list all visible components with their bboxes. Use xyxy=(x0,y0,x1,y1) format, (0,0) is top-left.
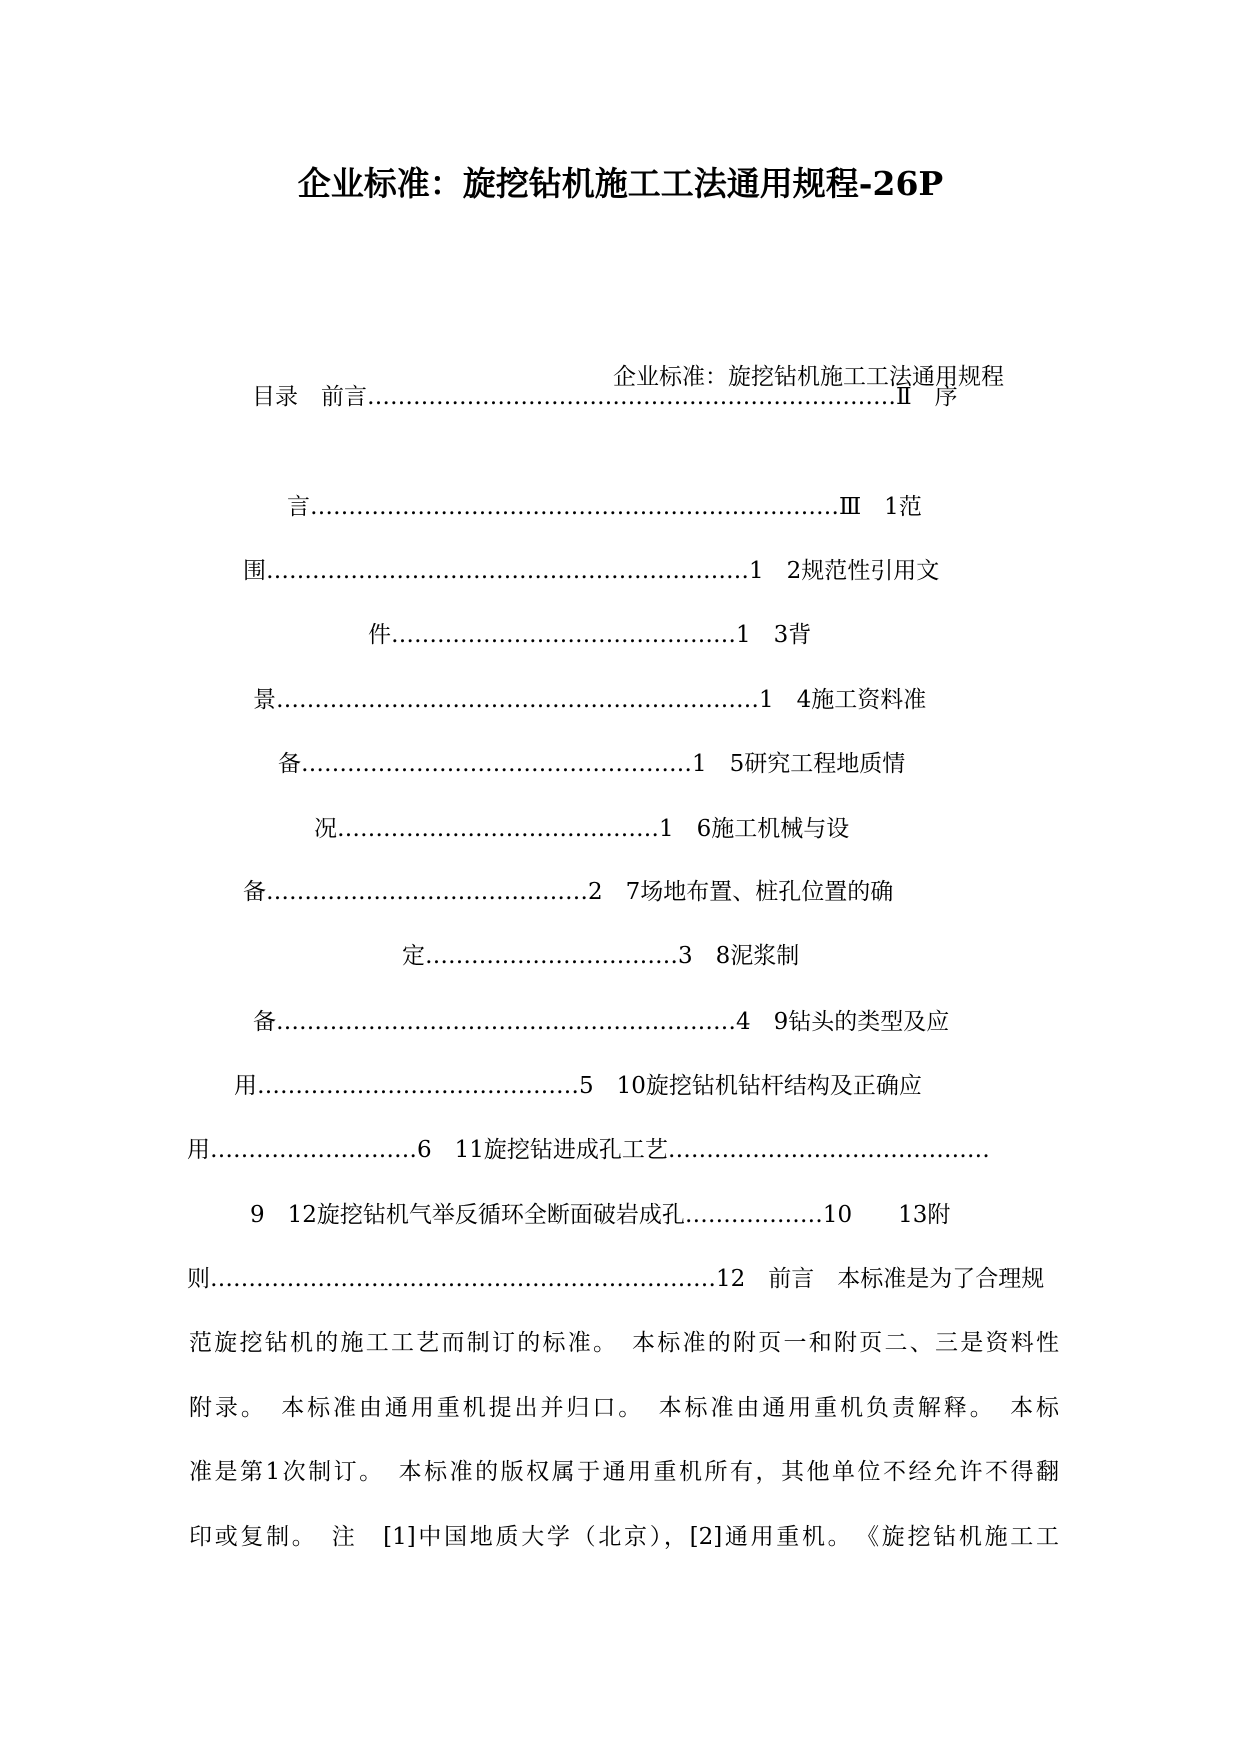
body-line: 范旋挖钻机的施工工艺而制订的标准。 本标准的附页一和附页二、三是资料性 xyxy=(189,1330,1059,1356)
toc-line: 备……………………………………………………4 9钻头的类型及应 xyxy=(253,1009,950,1035)
toc-line: 件………………………………………1 3背 xyxy=(368,622,812,648)
toc-line: 目录 前言……………………………………………………………Ⅱ 序 xyxy=(252,384,958,410)
toc-line: 言……………………………………………………………Ⅲ 1范 xyxy=(287,494,922,520)
toc-line: 备……………………………………2 7场地布置、桩孔位置的确 xyxy=(243,879,894,905)
body-line: 印或复制。 注 [1]中国地质大学（北京），[2]通用重机。 《旋挖钻机施工工 xyxy=(189,1524,1059,1550)
toc-line: 定……………………………3 8泥浆制 xyxy=(402,943,800,969)
toc-line: 围………………………………………………………1 2规范性引用文 xyxy=(243,558,940,584)
toc-line: 9 12旋挖钻机气举反循环全断面破岩成孔………………10 13附 xyxy=(250,1202,951,1228)
toc-line: 则…………………………………………………………12 前言 本标准是为了合理规 xyxy=(187,1266,1045,1292)
document-title: 企业标准：旋挖钻机施工工法通用规程-26P xyxy=(297,164,944,203)
document-subtitle: 企业标准：旋挖钻机施工工法通用规程 xyxy=(613,364,1004,390)
toc-line: 用………………………6 11旋挖钻进成孔工艺…………………………………… xyxy=(187,1137,990,1163)
body-line: 准是第1次制订。 本标准的版权属于通用重机所有，其他单位不经允许不得翻 xyxy=(189,1459,1059,1485)
toc-line: 备……………………………………………1 5研究工程地质情 xyxy=(278,751,906,777)
toc-line: 况……………………………………1 6施工机械与设 xyxy=(314,816,850,842)
toc-line: 景………………………………………………………1 4施工资料准 xyxy=(253,687,927,713)
toc-line: 用……………………………………5 10旋挖钻机钻杆结构及正确应 xyxy=(234,1073,922,1099)
body-line: 附录。 本标准由通用重机提出并归口。 本标准由通用重机负责解释。 本标 xyxy=(189,1395,1059,1421)
